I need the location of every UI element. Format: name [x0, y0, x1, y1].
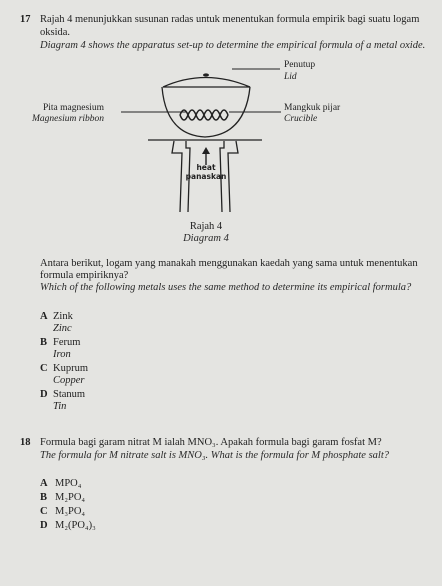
q17-option-a-letter[interactable]: A	[40, 311, 48, 322]
question-17-english-line: Diagram 4 shows the apparatus set-up to determine the empirical formula of a metal oxide.	[40, 40, 426, 51]
lid-knob	[203, 73, 209, 76]
q18-option-d-letter[interactable]: D	[40, 520, 48, 531]
question-17-stem-english: Which of the following metals uses the same method to determine its empirical formula?	[40, 282, 412, 293]
q18-option-b-letter[interactable]: B	[40, 492, 48, 503]
heat-label-malay: panaskan	[185, 172, 227, 181]
crucible-label-malay: Mangkuk pijar	[284, 103, 341, 113]
q17-option-c-malay[interactable]: Kuprum	[53, 363, 88, 374]
ribbon-label-malay: Pita magnesium	[43, 103, 104, 113]
q17-option-b-malay[interactable]: Ferum	[53, 337, 81, 348]
magnesium-coil	[180, 110, 228, 120]
q17-option-d-english: Tin	[53, 401, 67, 412]
q17-option-a-english: Zinc	[53, 323, 72, 334]
question-17-stem-malay-1: Antara berikut, logam yang manakah menggunakan kaedah yang sama untuk menentukan	[40, 258, 418, 269]
q17-option-d-malay[interactable]: Stanum	[53, 389, 86, 400]
heat-label-english: heat	[196, 163, 216, 172]
question-17-malay-line-1: Rajah 4 menunjukkan susunan radas untuk menentukan formula empirik bagi suatu logam	[40, 14, 420, 25]
crucible-label-english: Crucible	[284, 114, 318, 124]
q17-option-a-malay[interactable]: Zink	[53, 311, 73, 322]
question-17-malay-line-2: oksida.	[40, 27, 71, 38]
lid-label-english: Lid	[284, 72, 297, 82]
lid-label-malay: Penutup	[284, 60, 316, 70]
question-17-stem-malay-2: formula empiriknya?	[40, 270, 129, 281]
diagram-caption-english: Diagram 4	[183, 233, 229, 244]
q17-option-b-letter[interactable]: B	[40, 337, 48, 348]
q17-option-d-letter[interactable]: D	[40, 389, 48, 400]
q18-option-c-formula[interactable]: M₃PO₄	[55, 506, 86, 517]
question-18-malay: Formula bagi garam nitrat M ialah MNO₃. Apakah formula bagi garam fosfat M?	[40, 437, 382, 448]
q18-option-a-letter[interactable]: A	[40, 478, 48, 489]
q18-option-c-letter[interactable]: C	[40, 506, 48, 517]
diagram-caption-malay: Rajah 4	[189, 221, 223, 232]
q18-option-b-formula[interactable]: M₂PO₄	[55, 492, 86, 503]
question-18-number: 18	[20, 437, 31, 448]
q18-option-d-formula[interactable]: M₂(PO₄)₃	[55, 520, 96, 531]
q17-option-c-english: Copper	[53, 375, 85, 386]
crucible-lid	[163, 78, 250, 88]
q17-option-b-english: Iron	[53, 349, 71, 360]
q18-option-a-formula[interactable]: MPO₄	[55, 478, 82, 489]
ribbon-label-english: Magnesium ribbon	[32, 114, 105, 124]
q17-option-c-letter[interactable]: C	[40, 363, 48, 374]
question-18-english: The formula for M nitrate salt is MNO₃. What is the formula for M phosphate salt?	[40, 450, 389, 461]
question-17-number: 17	[20, 14, 31, 25]
